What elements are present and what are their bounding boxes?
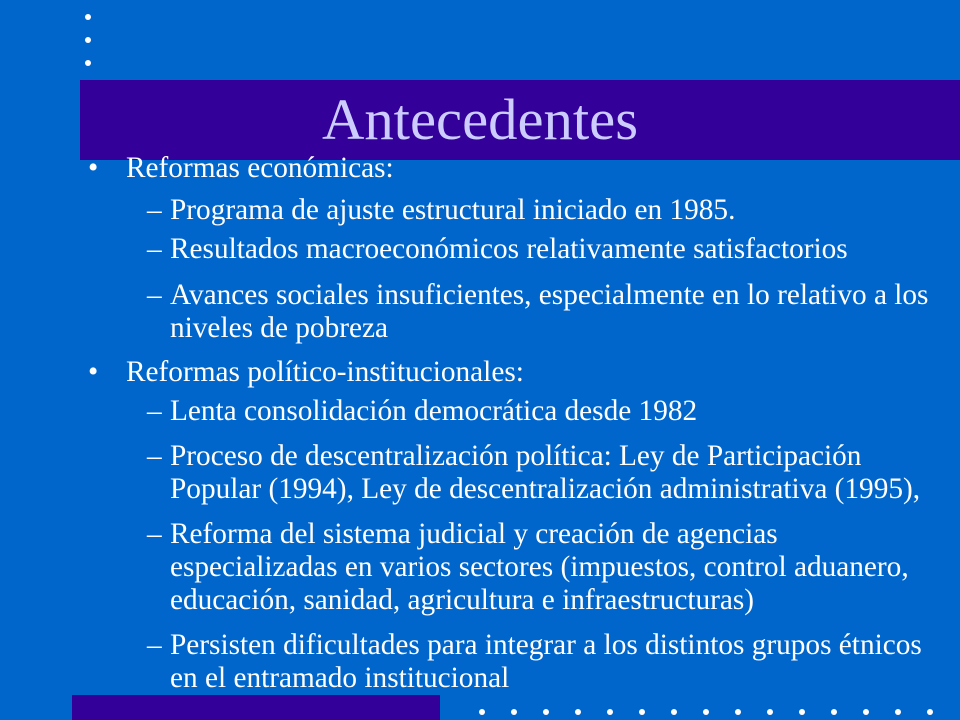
decorative-dot (85, 37, 91, 43)
text-line: especializadas en varios sectores (impuestos, control aduanero, (170, 551, 909, 583)
text-line: Persisten dificultades para integrar a los distintos grupos étnicos (170, 629, 922, 661)
text-line: Resultados macroeconómicos relativamente satisfactorios (170, 233, 848, 265)
dash-marker: – (147, 629, 162, 661)
decorative-dot (479, 709, 485, 715)
text-line: educación, sanidad, agricultura e infraestructuras) (170, 584, 755, 616)
sub-bullet-text (170, 629, 922, 695)
text-line: Avances sociales insuficientes, especialmente en lo relativo a los (170, 279, 929, 311)
decorative-dot (543, 709, 549, 715)
text-line: Programa de ajuste estructural iniciado en 1985. (170, 194, 736, 226)
slide-title: Antecedentes (321, 87, 639, 152)
decorative-dot (639, 709, 645, 715)
sub-bullet-text (170, 194, 735, 227)
decorative-dot (703, 709, 709, 715)
bottom-band (72, 695, 440, 720)
text-line: Popular (1994), Ley de descentralización administrativa (1995), (170, 473, 921, 505)
bullet-text (126, 356, 524, 389)
decorative-dot (511, 709, 517, 715)
sub-bullet-text (170, 395, 697, 428)
bullet-text (126, 152, 394, 185)
dash-marker: – (147, 518, 162, 550)
decorative-dot (575, 709, 581, 715)
text-line: en el entramado institucional (170, 662, 510, 694)
text-line: Proceso de descentralización política: Ley de Participación (170, 440, 862, 472)
dash-marker: – (147, 233, 162, 265)
dash-marker: – (147, 279, 162, 311)
dash-marker: – (147, 395, 162, 427)
decorative-dot (831, 709, 837, 715)
sub-bullet-text (170, 233, 848, 266)
decorative-dot (671, 709, 677, 715)
sub-bullet-text (170, 440, 920, 506)
bullet-marker: • (88, 152, 99, 184)
sub-bullet-text (170, 279, 928, 345)
bullet-heading: Reformas económicas: (126, 152, 394, 184)
decorative-dot (607, 709, 613, 715)
decorative-dot (863, 709, 869, 715)
decorative-dot (85, 60, 91, 66)
decorative-dot (927, 709, 933, 715)
dash-marker: – (147, 194, 162, 226)
text-line: Lenta consolidación democrática desde 1982 (170, 395, 698, 427)
bullet-marker: • (88, 356, 99, 388)
decorative-dot (735, 709, 741, 715)
text-line: Reforma del sistema judicial y creación de agencias (170, 518, 778, 550)
decorative-dot (767, 709, 773, 715)
decorative-dot (85, 14, 91, 20)
dash-marker: – (147, 440, 162, 472)
text-line: niveles de pobreza (170, 312, 388, 344)
sub-bullet-text (170, 518, 909, 617)
decorative-dot (895, 709, 901, 715)
bullet-heading: Reformas político-institucionales: (126, 356, 524, 388)
decorative-dot (799, 709, 805, 715)
